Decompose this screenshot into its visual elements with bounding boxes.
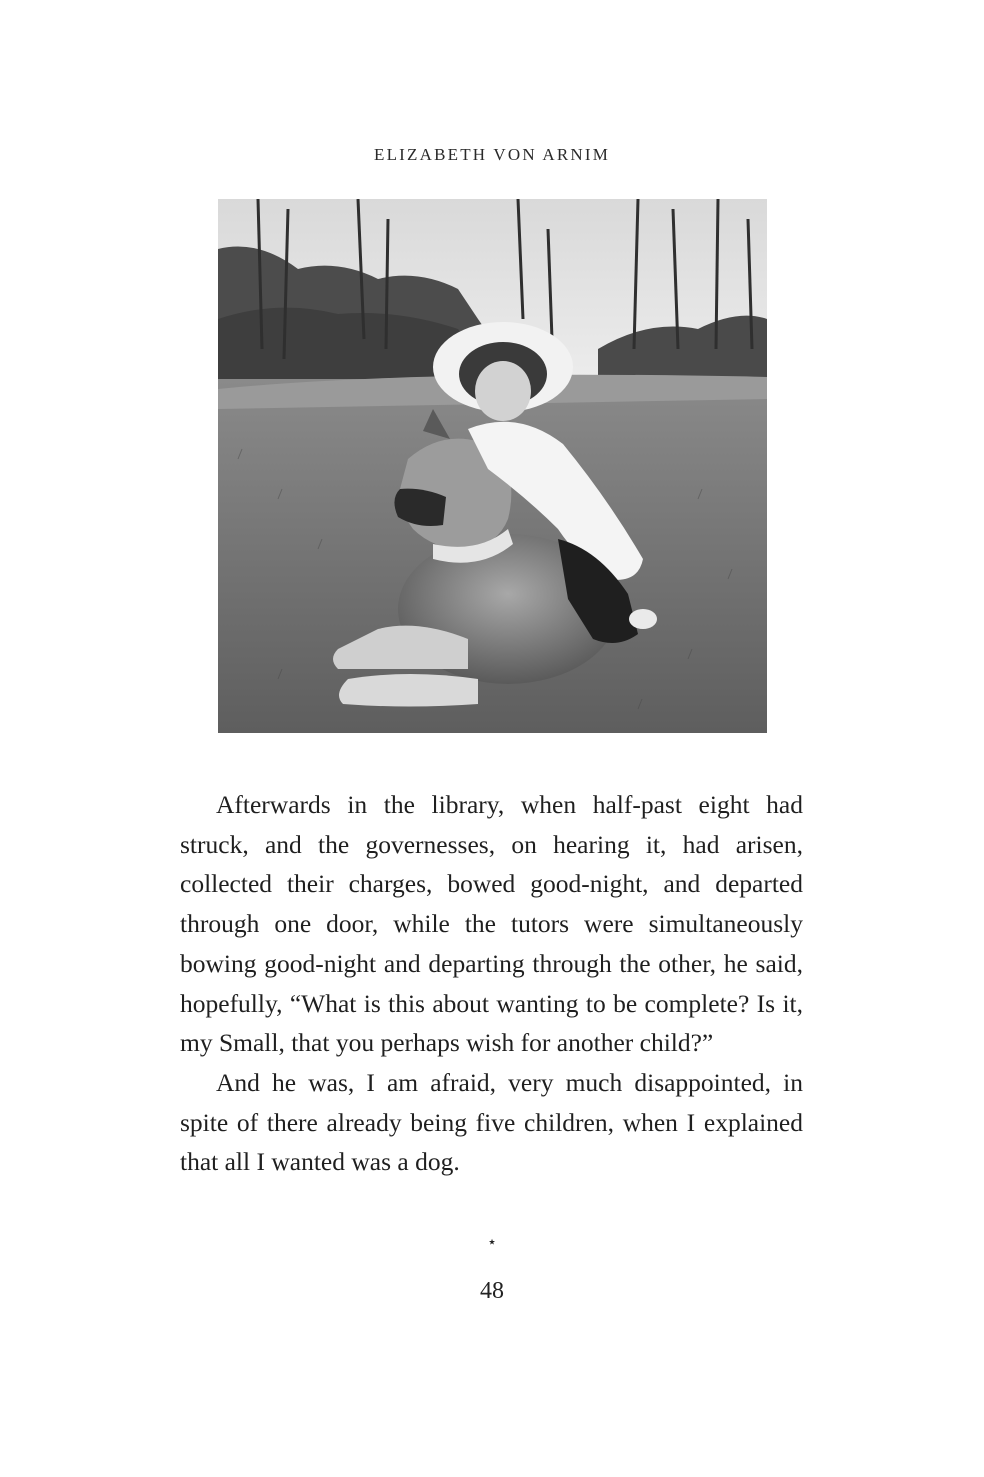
paragraph: And he was, I am afraid, very much disappointed, in spite of there already being five children, when I explained that all I wanted was a dog.: [180, 1067, 803, 1177]
photograph-girl-with-dog: [218, 199, 767, 733]
page-number: 48: [480, 1278, 504, 1304]
running-head: ELIZABETH VON ARNIM: [373, 145, 611, 164]
paragraph: Afterwards in the library, when half-past eight had struck, and the governesses, on hearing it, had arisen, collected their charges, bowed good-night, and departed through one door, while the tutors were simultaneously bowing good-night and departing through the other, he said, hopefully, “What is this about wanting to be complete? Is it, my Small, that you perhaps wish for another child?”: [180, 790, 803, 1058]
body-text: [180, 785, 803, 1182]
photograph-illustration: [218, 199, 767, 733]
section-break-star: ⋆: [486, 1234, 497, 1251]
